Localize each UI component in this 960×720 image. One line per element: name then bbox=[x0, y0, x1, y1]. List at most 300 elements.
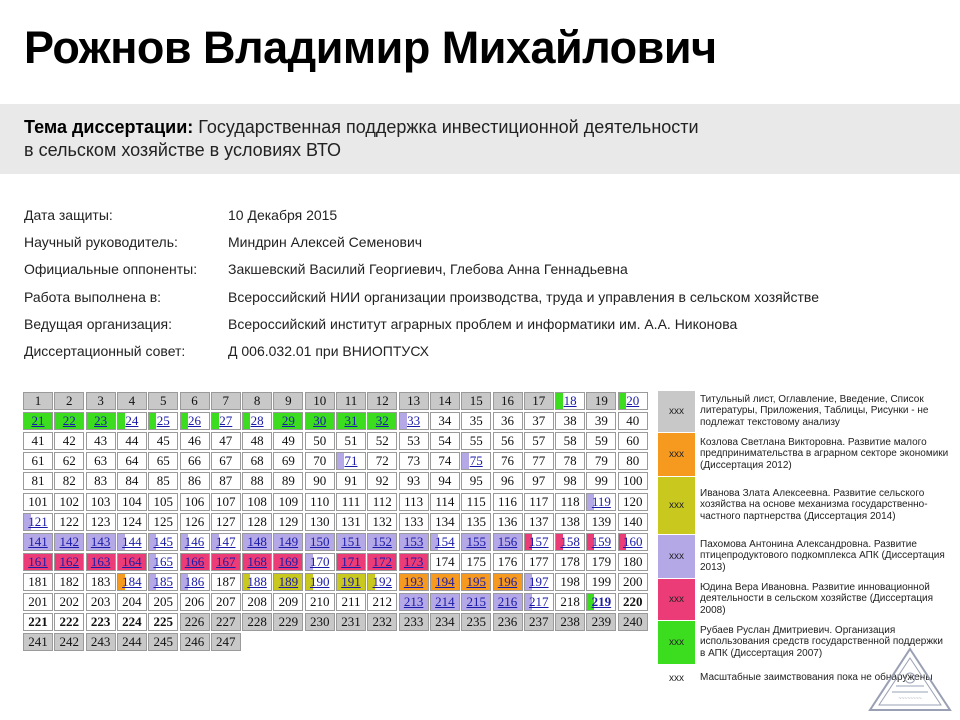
page-number: 158 bbox=[560, 533, 580, 549]
page-number: 14 bbox=[438, 393, 452, 408]
page-cell-70 bbox=[305, 452, 335, 470]
page-cell-174 bbox=[430, 553, 460, 571]
page-cell-139 bbox=[586, 513, 616, 531]
page-cell-49 bbox=[273, 432, 303, 450]
page-cell-141[interactable] bbox=[23, 533, 53, 551]
page-number: 16 bbox=[501, 393, 514, 408]
page-number: 242 bbox=[59, 634, 80, 650]
legend-text: Титульный лист, Оглавление, Введение, Список литературы, Приложения, Таблицы, Рисунки - не подлежат текстовому анализу bbox=[700, 393, 929, 428]
page-number: 218 bbox=[560, 594, 580, 609]
page-cell-37 bbox=[524, 412, 554, 430]
page-cell-145[interactable] bbox=[148, 533, 178, 551]
page-cell-246 bbox=[180, 633, 210, 651]
page-number: 59 bbox=[594, 433, 608, 449]
page-cell-185[interactable] bbox=[148, 573, 178, 591]
page-number: 214 bbox=[435, 594, 455, 609]
page-cell-169[interactable] bbox=[273, 553, 303, 571]
page-cell-204 bbox=[117, 593, 147, 611]
page-number: 2 bbox=[66, 393, 73, 408]
page-cell-32[interactable] bbox=[367, 412, 397, 430]
page-grid bbox=[23, 392, 649, 672]
page-number: 95 bbox=[469, 473, 483, 489]
page-cell-120 bbox=[618, 493, 648, 511]
page-cell-90 bbox=[305, 472, 335, 490]
legend-item bbox=[658, 534, 950, 578]
page-cell-154[interactable] bbox=[430, 533, 460, 551]
page-cell-64 bbox=[117, 452, 147, 470]
page-number: 155 bbox=[466, 533, 486, 549]
page-number: 221 bbox=[28, 614, 48, 630]
page-number: 76 bbox=[501, 453, 514, 469]
page-number: 212 bbox=[372, 594, 393, 609]
page-number: 44 bbox=[125, 433, 139, 449]
page-number: 38 bbox=[563, 413, 577, 429]
page-cell-186[interactable] bbox=[180, 573, 210, 591]
page-number: 189 bbox=[278, 573, 299, 589]
page-cell-76 bbox=[493, 452, 523, 470]
page-number: 211 bbox=[341, 594, 361, 609]
page-cell-146[interactable] bbox=[180, 533, 210, 551]
page-cell-157[interactable] bbox=[524, 533, 554, 551]
page-number: 140 bbox=[622, 513, 643, 529]
page-number: 151 bbox=[341, 533, 361, 549]
page-cell-69 bbox=[273, 452, 303, 470]
page-cell-16 bbox=[493, 392, 523, 410]
page-title: Рожнов Владимир Михайлович bbox=[24, 22, 717, 73]
page-number: 164 bbox=[122, 553, 142, 569]
page-cell-221 bbox=[23, 613, 53, 631]
page-cell-164[interactable] bbox=[117, 553, 147, 571]
page-number: 74 bbox=[438, 453, 452, 469]
page-cell-215[interactable] bbox=[461, 593, 491, 611]
page-cell-104 bbox=[117, 493, 147, 511]
page-cell-95 bbox=[461, 472, 491, 490]
page-number: 113 bbox=[404, 493, 424, 509]
page-number: 90 bbox=[313, 473, 327, 489]
page-number: 88 bbox=[250, 473, 264, 489]
page-number: 121 bbox=[28, 513, 48, 529]
page-cell-214[interactable] bbox=[430, 593, 460, 611]
page-match-bar bbox=[212, 413, 219, 429]
info-value: Всероссийский НИИ организации производства, труда и управления в сельском хозяйстве bbox=[228, 288, 820, 305]
page-cell-136 bbox=[493, 513, 523, 531]
page-number: 241 bbox=[28, 634, 48, 650]
page-cell-86 bbox=[180, 472, 210, 490]
page-cell-13 bbox=[399, 392, 429, 410]
page-cell-128 bbox=[242, 513, 272, 531]
page-cell-108 bbox=[242, 493, 272, 511]
page-cell-53 bbox=[399, 432, 429, 450]
page-cell-102 bbox=[54, 493, 84, 511]
page-cell-192[interactable] bbox=[367, 573, 397, 591]
page-cell-225 bbox=[148, 613, 178, 631]
page-number: 33 bbox=[407, 413, 421, 429]
topic-text-2: в сельском хозяйстве в условиях ВТО bbox=[24, 140, 342, 160]
stamp-logo bbox=[868, 646, 952, 716]
page-cell-188[interactable] bbox=[242, 573, 272, 591]
page-number: 7 bbox=[222, 393, 230, 408]
page-number: 178 bbox=[560, 553, 580, 569]
page-cell-28[interactable] bbox=[242, 412, 272, 430]
page-number: 68 bbox=[250, 453, 264, 469]
page-cell-176 bbox=[493, 553, 523, 571]
page-number: 208 bbox=[247, 594, 267, 609]
page-cell-150[interactable] bbox=[305, 533, 335, 551]
page-number: 5 bbox=[159, 393, 167, 408]
page-cell-168[interactable] bbox=[242, 553, 272, 571]
page-cell-96 bbox=[493, 472, 523, 490]
page-number: 154 bbox=[435, 533, 455, 549]
page-number: 71 bbox=[344, 453, 358, 469]
page-number: 141 bbox=[28, 533, 48, 549]
page-number: 64 bbox=[125, 453, 139, 469]
page-cell-170[interactable] bbox=[305, 553, 335, 571]
page-number: 203 bbox=[90, 594, 111, 609]
page-cell-27[interactable] bbox=[211, 412, 241, 430]
page-number: 81 bbox=[31, 473, 45, 489]
page-cell-61 bbox=[23, 452, 53, 470]
page-cell-131 bbox=[336, 513, 366, 531]
page-number: 63 bbox=[94, 453, 108, 469]
page-number: 9 bbox=[285, 393, 292, 408]
page-cell-74 bbox=[430, 452, 460, 470]
page-cell-42 bbox=[54, 432, 84, 450]
page-cell-71[interactable] bbox=[336, 452, 366, 470]
page-cell-67 bbox=[211, 452, 241, 470]
page-cell-191[interactable] bbox=[336, 573, 366, 591]
page-cell-41 bbox=[23, 432, 53, 450]
page-cell-210 bbox=[305, 593, 335, 611]
page-cell-5 bbox=[148, 392, 178, 410]
topic-line-1 bbox=[24, 116, 960, 139]
page-cell-194[interactable] bbox=[430, 573, 460, 591]
page-cell-99 bbox=[586, 472, 616, 490]
page-number: 190 bbox=[309, 573, 330, 589]
page-number: 236 bbox=[497, 614, 518, 630]
page-cell-193[interactable] bbox=[399, 573, 429, 591]
info-label: Официальные оппоненты: bbox=[24, 261, 198, 278]
page-cell-117 bbox=[524, 493, 554, 511]
page-cell-179 bbox=[586, 553, 616, 571]
page-number: 128 bbox=[247, 513, 267, 529]
page-cell-231 bbox=[336, 613, 366, 631]
page-cell-208 bbox=[242, 593, 272, 611]
svg-text:~~~~~~~~: ~~~~~~~~ bbox=[898, 696, 922, 702]
page-number: 230 bbox=[309, 614, 330, 630]
page-cell-203 bbox=[86, 593, 116, 611]
page-cell-56 bbox=[493, 432, 523, 450]
page-cell-137 bbox=[524, 513, 554, 531]
page-cell-22[interactable] bbox=[54, 412, 84, 430]
page-number: 180 bbox=[622, 553, 643, 569]
page-cell-100 bbox=[618, 472, 648, 490]
page-cell-213[interactable] bbox=[399, 593, 429, 611]
page-number: 213 bbox=[403, 594, 424, 609]
page-cell-163[interactable] bbox=[86, 553, 116, 571]
page-number: 228 bbox=[247, 614, 267, 630]
page-number: 216 bbox=[497, 594, 518, 609]
page-number: 25 bbox=[156, 413, 170, 429]
page-number: 153 bbox=[403, 533, 424, 549]
page-number: 188 bbox=[247, 573, 267, 589]
page-number: 53 bbox=[407, 433, 421, 449]
page-cell-19 bbox=[586, 392, 616, 410]
page-number: 50 bbox=[313, 433, 327, 449]
page-number: 169 bbox=[278, 553, 299, 569]
page-match-bar bbox=[337, 453, 344, 469]
page-number: 119 bbox=[591, 493, 611, 509]
page-cell-230 bbox=[305, 613, 335, 631]
page-cell-33[interactable] bbox=[399, 412, 429, 430]
page-number: 69 bbox=[281, 453, 295, 469]
page-match-bar bbox=[400, 413, 407, 429]
page-cell-216[interactable] bbox=[493, 593, 523, 611]
page-number: 160 bbox=[622, 533, 643, 549]
page-cell-144[interactable] bbox=[117, 533, 147, 551]
page-cell-244 bbox=[117, 633, 147, 651]
page-number: 196 bbox=[497, 573, 518, 589]
page-cell-202 bbox=[54, 593, 84, 611]
page-cell-68 bbox=[242, 452, 272, 470]
legend-text: Пахомова Антонина Александровна. Развитие птицепродуктового подкомплекса АПК (Диссертация 2013) bbox=[700, 538, 945, 573]
page-cell-72 bbox=[367, 452, 397, 470]
page-cell-106 bbox=[180, 493, 210, 511]
page-number: 52 bbox=[375, 433, 389, 449]
page-number: 117 bbox=[529, 493, 549, 509]
page-cell-228 bbox=[242, 613, 272, 631]
page-cell-189[interactable] bbox=[273, 573, 303, 591]
page-number: 89 bbox=[281, 473, 295, 489]
page-cell-243 bbox=[86, 633, 116, 651]
page-cell-98 bbox=[555, 472, 585, 490]
page-match-bar bbox=[118, 413, 125, 429]
page-number: 237 bbox=[529, 614, 549, 630]
info-label: Дата защиты: bbox=[24, 207, 113, 223]
page-match-bar bbox=[619, 393, 626, 409]
page-cell-142[interactable] bbox=[54, 533, 84, 551]
page-number: 66 bbox=[188, 453, 201, 469]
page-cell-147[interactable] bbox=[211, 533, 241, 551]
page-cell-223 bbox=[86, 613, 116, 631]
page-cell-119[interactable] bbox=[586, 493, 616, 511]
page-cell-65 bbox=[148, 452, 178, 470]
page-cell-143[interactable] bbox=[86, 533, 116, 551]
page-cell-134 bbox=[430, 513, 460, 531]
page-cell-113 bbox=[399, 493, 429, 511]
page-cell-183 bbox=[86, 573, 116, 591]
page-cell-245 bbox=[148, 633, 178, 651]
page-cell-184[interactable] bbox=[117, 573, 147, 591]
page-number: 232 bbox=[372, 614, 393, 630]
page-number: 199 bbox=[591, 573, 612, 589]
legend-swatch: xxx bbox=[658, 432, 695, 476]
page-cell-24[interactable] bbox=[117, 412, 147, 430]
page-number: 183 bbox=[90, 573, 111, 589]
page-cell-38 bbox=[555, 412, 585, 430]
page-cell-129 bbox=[273, 513, 303, 531]
page-number: 102 bbox=[59, 493, 80, 509]
page-number: 127 bbox=[216, 513, 236, 529]
page-number: 34 bbox=[438, 413, 452, 429]
page-number: 201 bbox=[28, 594, 48, 609]
page-cell-21[interactable] bbox=[23, 412, 53, 430]
page-number: 109 bbox=[278, 493, 299, 509]
page-number: 137 bbox=[529, 513, 549, 529]
page-cell-34 bbox=[430, 412, 460, 430]
page-cell-20[interactable] bbox=[618, 392, 648, 410]
page-number: 247 bbox=[216, 634, 236, 650]
page-cell-241 bbox=[23, 633, 53, 651]
page-cell-152[interactable] bbox=[367, 533, 397, 551]
page-cell-236 bbox=[493, 613, 523, 631]
page-number: 195 bbox=[466, 573, 486, 589]
page-cell-7 bbox=[211, 392, 241, 410]
page-number: 55 bbox=[469, 433, 483, 449]
legend-text: Иванова Злата Алексеевна. Развитие сельского хозяйства на основе механизма государственно-частного партнерства (Диссертация 2014) bbox=[700, 487, 928, 522]
page-cell-126 bbox=[180, 513, 210, 531]
page-cell-151[interactable] bbox=[336, 533, 366, 551]
page-cell-77 bbox=[524, 452, 554, 470]
page-cell-8 bbox=[242, 392, 272, 410]
page-cell-132 bbox=[367, 513, 397, 531]
page-cell-29[interactable] bbox=[273, 412, 303, 430]
page-cell-155[interactable] bbox=[461, 533, 491, 551]
page-cell-52 bbox=[367, 432, 397, 450]
page-number: 177 bbox=[529, 553, 549, 569]
page-cell-149[interactable] bbox=[273, 533, 303, 551]
page-number: 243 bbox=[90, 634, 111, 650]
page-number: 45 bbox=[156, 433, 170, 449]
page-number: 26 bbox=[188, 413, 201, 429]
page-number: 144 bbox=[122, 533, 142, 549]
page-cell-122 bbox=[54, 513, 84, 531]
page-cell-165[interactable] bbox=[148, 553, 178, 571]
page-number: 205 bbox=[153, 594, 173, 609]
page-cell-173[interactable] bbox=[399, 553, 429, 571]
page-cell-4 bbox=[117, 392, 147, 410]
page-number: 104 bbox=[122, 493, 142, 509]
page-cell-190[interactable] bbox=[305, 573, 335, 591]
page-number: 27 bbox=[219, 413, 233, 429]
page-cell-235 bbox=[461, 613, 491, 631]
page-match-bar bbox=[181, 413, 188, 429]
page-cell-160[interactable] bbox=[618, 533, 648, 551]
page-number: 170 bbox=[309, 553, 330, 569]
page-cell-31[interactable] bbox=[336, 412, 366, 430]
page-number: 49 bbox=[281, 433, 295, 449]
page-number: 220 bbox=[622, 594, 643, 609]
page-number: 202 bbox=[59, 594, 80, 609]
page-cell-156[interactable] bbox=[493, 533, 523, 551]
page-number: 122 bbox=[59, 513, 80, 529]
page-number: 165 bbox=[153, 553, 173, 569]
page-cell-195[interactable] bbox=[461, 573, 491, 591]
page-number: 110 bbox=[310, 493, 330, 509]
page-number: 61 bbox=[31, 453, 45, 469]
page-cell-232 bbox=[367, 613, 397, 631]
page-cell-148[interactable] bbox=[242, 533, 272, 551]
page-cell-23[interactable] bbox=[86, 412, 116, 430]
page-number: 181 bbox=[28, 573, 48, 589]
page-cell-78 bbox=[555, 452, 585, 470]
page-match-bar bbox=[556, 393, 563, 409]
page-cell-85 bbox=[148, 472, 178, 490]
page-cell-205 bbox=[148, 593, 178, 611]
page-cell-162[interactable] bbox=[54, 553, 84, 571]
page-cell-166[interactable] bbox=[180, 553, 210, 571]
page-cell-26[interactable] bbox=[180, 412, 210, 430]
page-number: 19 bbox=[594, 393, 608, 408]
page-number: 129 bbox=[278, 513, 299, 529]
page-cell-75[interactable] bbox=[461, 452, 491, 470]
info-value: Всероссийский институт аграрных проблем и информатики им. А.А. Никонова bbox=[228, 315, 738, 332]
page-cell-219[interactable] bbox=[586, 593, 616, 611]
page-cell-2 bbox=[54, 392, 84, 410]
dissertation-topic bbox=[0, 104, 960, 174]
page-cell-18[interactable] bbox=[555, 392, 585, 410]
page-number: 48 bbox=[250, 433, 264, 449]
page-number: 58 bbox=[563, 433, 577, 449]
page-number: 182 bbox=[59, 573, 80, 589]
page-number: 17 bbox=[532, 393, 546, 408]
page-number: 204 bbox=[122, 594, 142, 609]
page-cell-172[interactable] bbox=[367, 553, 397, 571]
page-cell-217[interactable] bbox=[524, 593, 554, 611]
page-cell-9 bbox=[273, 392, 303, 410]
page-cell-63 bbox=[86, 452, 116, 470]
page-number: 84 bbox=[125, 473, 139, 489]
page-cell-153[interactable] bbox=[399, 533, 429, 551]
page-number: 80 bbox=[626, 453, 640, 469]
page-number: 13 bbox=[407, 393, 421, 408]
page-number: 125 bbox=[153, 513, 173, 529]
page-number: 86 bbox=[188, 473, 201, 489]
page-cell-30[interactable] bbox=[305, 412, 335, 430]
page-cell-80 bbox=[618, 452, 648, 470]
page-cell-25[interactable] bbox=[148, 412, 178, 430]
page-number: 75 bbox=[469, 453, 483, 469]
page-number: 57 bbox=[532, 433, 546, 449]
page-number: 191 bbox=[341, 573, 361, 589]
page-number: 10 bbox=[313, 393, 327, 408]
page-number: 135 bbox=[466, 513, 486, 529]
page-cell-140 bbox=[618, 513, 648, 531]
page-number: 134 bbox=[435, 513, 455, 529]
page-cell-229 bbox=[273, 613, 303, 631]
page-cell-1 bbox=[23, 392, 53, 410]
page-cell-121[interactable] bbox=[23, 513, 53, 531]
page-number: 62 bbox=[62, 453, 76, 469]
page-number: 120 bbox=[622, 493, 643, 509]
page-cell-87 bbox=[211, 472, 241, 490]
page-cell-161[interactable] bbox=[23, 553, 53, 571]
page-cell-247 bbox=[211, 633, 241, 651]
page-cell-197[interactable] bbox=[524, 573, 554, 591]
page-number: 67 bbox=[219, 453, 233, 469]
page-cell-158[interactable] bbox=[555, 533, 585, 551]
page-number: 118 bbox=[560, 493, 580, 509]
page-cell-159[interactable] bbox=[586, 533, 616, 551]
page-cell-206 bbox=[180, 593, 210, 611]
page-cell-196[interactable] bbox=[493, 573, 523, 591]
page-number: 3 bbox=[97, 393, 104, 408]
page-cell-187 bbox=[211, 573, 241, 591]
page-cell-171[interactable] bbox=[336, 553, 366, 571]
page-number: 233 bbox=[403, 614, 424, 630]
page-cell-167[interactable] bbox=[211, 553, 241, 571]
page-number: 37 bbox=[532, 413, 546, 429]
page-cell-10 bbox=[305, 392, 335, 410]
